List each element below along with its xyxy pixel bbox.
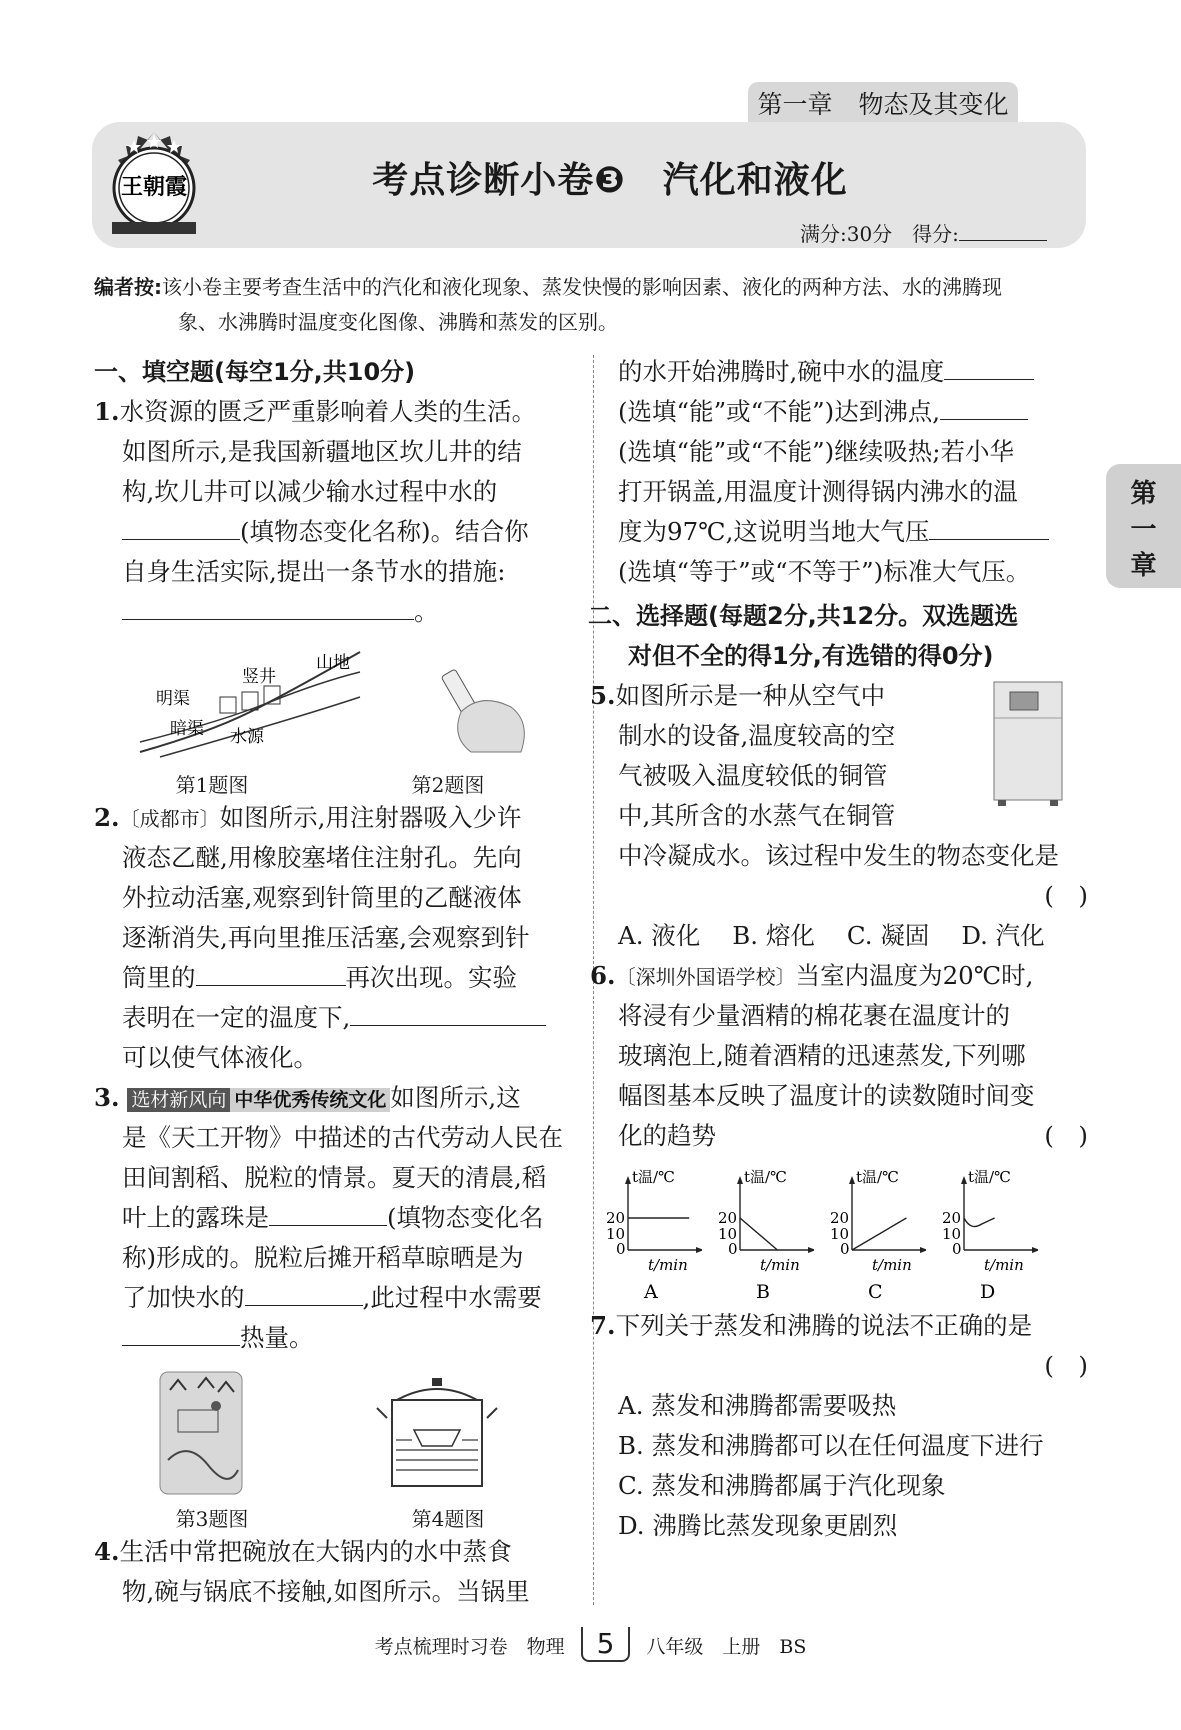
temperature-curve bbox=[964, 1218, 995, 1227]
chapter-title: 物态及其变化 bbox=[858, 90, 1009, 119]
score-label: 满分:30分 得分: bbox=[800, 222, 959, 246]
y-axis-label: t温/℃ bbox=[632, 1168, 675, 1186]
q2-line: 外拉动活塞,观察到针筒里的乙醚液体 bbox=[122, 883, 522, 912]
q2-line: 筒里的 bbox=[122, 963, 196, 992]
steamer-pot-icon bbox=[372, 1370, 502, 1496]
temperature-curve bbox=[740, 1218, 777, 1250]
svg-text:山地: 山地 bbox=[315, 653, 350, 673]
q6-graph-b bbox=[710, 1162, 814, 1302]
x-axis-arrow-icon bbox=[808, 1247, 814, 1253]
q2-line: 逐渐消失,再向里推压活塞,会观察到针 bbox=[122, 923, 530, 952]
graph-option-letter: B bbox=[756, 1281, 770, 1302]
brand-logo-icon bbox=[104, 130, 204, 238]
y-axis-arrow-icon bbox=[625, 1176, 631, 1184]
q4-line: 打开锅盖,用温度计测得锅内沸水的温 bbox=[618, 477, 1018, 506]
chapter-side-tab bbox=[1106, 464, 1181, 588]
q3-line: 热量。 bbox=[240, 1323, 314, 1352]
karez-diagram-icon bbox=[120, 642, 370, 762]
section-2-subtitle: 对但不全的得1分,有选错的得0分) bbox=[628, 642, 994, 670]
tick-label-20: 20 bbox=[718, 1209, 738, 1227]
footer-right: 八年级 上册 BS bbox=[646, 1636, 807, 1658]
q1-line: 水资源的匮乏严重影响着人类的生活。 bbox=[119, 397, 537, 426]
svg-text:明渠: 明渠 bbox=[155, 689, 190, 709]
q1-q2-captions bbox=[94, 762, 566, 798]
y-axis-label: t温/℃ bbox=[856, 1168, 899, 1186]
q6-line: 幅图基本反映了温度计的读数随时间变 bbox=[618, 1081, 1035, 1110]
water-maker-machine-icon bbox=[988, 678, 1068, 808]
tick-label-10: 10 bbox=[942, 1225, 962, 1243]
y-axis-label: t温/℃ bbox=[744, 1168, 787, 1186]
note-line-2: 象、水沸腾时温度变化图像、沸腾和蒸发的区别。 bbox=[178, 310, 618, 334]
q5-number: 5. bbox=[590, 681, 616, 710]
section-1-title: 一、填空题(每空1分,共10分) bbox=[94, 358, 416, 386]
q3-line: (填物态变化名 bbox=[387, 1203, 544, 1232]
right-column bbox=[588, 352, 1088, 1546]
q6-line: 化的趋势 bbox=[618, 1121, 716, 1150]
footer-left: 考点梳理时习卷 物理 bbox=[374, 1636, 565, 1658]
q3-blank-3[interactable] bbox=[122, 1345, 240, 1346]
q3-q4-figures bbox=[94, 1366, 566, 1496]
q3-number: 3. bbox=[94, 1083, 120, 1112]
q3-line: 了加快水的 bbox=[122, 1283, 245, 1312]
tick-label-10: 10 bbox=[830, 1225, 850, 1243]
q6-graph-c bbox=[822, 1162, 926, 1302]
q2-line: 可以使气体液化。 bbox=[122, 1043, 318, 1072]
side-tab-char: 一 bbox=[1130, 515, 1157, 545]
q6-line: 玻璃泡上,随着酒精的迅速蒸发,下列哪 bbox=[618, 1041, 1026, 1070]
q2-line: 再次出现。实验 bbox=[345, 963, 517, 992]
q5-line: 中冷凝成水。该过程中发生的物态变化是 bbox=[618, 841, 1059, 870]
q3-line: 叶上的露珠是 bbox=[122, 1203, 269, 1232]
graph-option-letter: D bbox=[980, 1281, 996, 1302]
q7-option-d[interactable]: D. 沸腾比蒸发现象更剧烈 bbox=[618, 1511, 898, 1540]
svg-text:竖井: 竖井 bbox=[241, 667, 276, 687]
q5-options bbox=[618, 916, 1088, 956]
y-axis-label: t温/℃ bbox=[968, 1168, 1011, 1186]
q5-line: 中,其所含的水蒸气在铜管 bbox=[618, 801, 896, 830]
q3-line: 称)形成的。脱粒后摊开稻草晾晒是为 bbox=[122, 1243, 524, 1272]
q3-blank-1[interactable] bbox=[269, 1225, 387, 1226]
score-line bbox=[800, 218, 1047, 247]
x-axis-label: t/min bbox=[760, 1256, 800, 1274]
q4-blank-3[interactable] bbox=[929, 539, 1049, 540]
q3-tag-new-trend: 选材新风向 bbox=[127, 1088, 230, 1112]
q2-line: 表明在一定的温度下, bbox=[122, 1003, 351, 1032]
x-axis-label: t/min bbox=[648, 1256, 688, 1274]
q5-line: 如图所示是一种从空气中 bbox=[615, 681, 886, 710]
x-axis-arrow-icon bbox=[920, 1247, 926, 1253]
score-blank[interactable] bbox=[959, 240, 1047, 241]
figure-3-caption: 第3题图 bbox=[175, 1507, 249, 1531]
svg-text:水源: 水源 bbox=[229, 727, 264, 747]
origin-label: 0 bbox=[840, 1240, 850, 1258]
page-footer bbox=[0, 1627, 1181, 1660]
q3-line: ,此过程中水需要 bbox=[362, 1283, 542, 1312]
tick-label-20: 20 bbox=[606, 1209, 626, 1227]
q7-line: 下列关于蒸发和沸腾的说法不正确的是 bbox=[615, 1311, 1033, 1340]
q3-line: 是《天工开物》中描述的古代劳动人民在 bbox=[122, 1123, 563, 1152]
x-axis-arrow-icon bbox=[1032, 1247, 1038, 1253]
svg-text:王朝霞: 王朝霞 bbox=[120, 174, 188, 200]
left-column bbox=[94, 352, 566, 1612]
editor-note bbox=[94, 270, 1088, 340]
q2-line: 如图所示,用注射器吸入少许 bbox=[219, 803, 522, 832]
q4-line: (选填“等于”或“不等于”)标准大气压。 bbox=[618, 557, 1031, 586]
origin-label: 0 bbox=[616, 1240, 626, 1258]
page-title: 考点诊断小卷❸ 汽化和液化 bbox=[372, 160, 848, 201]
ancient-painting-icon bbox=[158, 1370, 244, 1496]
q4-line: (选填“能”或“不能”)继续吸热;若小华 bbox=[618, 437, 1014, 466]
q6-answer-paren[interactable]: ( ) bbox=[1044, 1121, 1088, 1150]
tick-label-20: 20 bbox=[942, 1209, 962, 1227]
q1-number: 1. bbox=[94, 397, 120, 426]
syringe-hand-icon bbox=[421, 652, 541, 762]
q2-blank-1[interactable] bbox=[196, 985, 346, 986]
q2-blank-2[interactable] bbox=[350, 1025, 546, 1026]
figure-2-caption: 第2题图 bbox=[411, 773, 485, 797]
q6-line: 当室内温度为20℃时, bbox=[795, 961, 1034, 990]
q6-line: 将浸有少量酒精的棉花裹在温度计的 bbox=[618, 1001, 1010, 1030]
q1-line: (填物态变化名称)。结合你 bbox=[240, 517, 529, 546]
q3-q4-captions bbox=[94, 1496, 566, 1532]
chapter-label: 第一章 bbox=[757, 90, 833, 119]
q6-number: 6. bbox=[590, 961, 616, 990]
tick-label-10: 10 bbox=[606, 1225, 626, 1243]
y-axis-arrow-icon bbox=[849, 1176, 855, 1184]
q1-q2-figures bbox=[94, 642, 566, 762]
q3-tag-culture: 中华优秀传统文化 bbox=[230, 1088, 390, 1112]
q2-line: 液态乙醚,用橡胶塞堵住注射孔。先向 bbox=[122, 843, 522, 872]
q7-option-b[interactable]: B. 蒸发和沸腾都可以在任何温度下进行 bbox=[618, 1431, 1044, 1460]
side-tab-char: 第 bbox=[1130, 479, 1157, 509]
q5-answer-paren[interactable]: ( ) bbox=[1044, 881, 1088, 910]
x-axis-label: t/min bbox=[984, 1256, 1024, 1274]
q3-line: 田间割稻、脱粒的情景。夏天的清晨,稻 bbox=[122, 1163, 547, 1192]
side-tab-char: 章 bbox=[1130, 551, 1157, 581]
q5-option-a[interactable]: A. 液化 bbox=[618, 921, 701, 950]
q4-line: 生活中常把碗放在大锅内的水中蒸食 bbox=[119, 1537, 512, 1566]
tick-label-10: 10 bbox=[718, 1225, 738, 1243]
tick-label-20: 20 bbox=[830, 1209, 850, 1227]
q2-number: 2. bbox=[94, 803, 120, 832]
q4-line: 的水开始沸腾时,碗中水的温度 bbox=[618, 357, 945, 386]
q7-option-c[interactable]: C. 蒸发和沸腾都属于汽化现象 bbox=[618, 1471, 946, 1500]
origin-label: 0 bbox=[952, 1240, 962, 1258]
page-number: 5 bbox=[581, 1627, 631, 1662]
q3-line: 如图所示,这 bbox=[390, 1083, 521, 1112]
q4-line: (选填“能”或“不能”)达到沸点, bbox=[618, 397, 941, 426]
figure-1-caption: 第1题图 bbox=[175, 773, 249, 797]
origin-label: 0 bbox=[728, 1240, 738, 1258]
note-label: 编者按: bbox=[94, 275, 162, 299]
x-axis-label: t/min bbox=[872, 1256, 912, 1274]
note-line-1: 该小卷主要考查生活中的汽化和液化现象、蒸发快慢的影响因素、液化的两种方法、水的沸腾现 bbox=[162, 275, 1002, 299]
section-2-title: 二、选择题(每题2分,共12分。双选题选 bbox=[588, 602, 1019, 630]
graph-option-letter: C bbox=[868, 1281, 883, 1302]
q6-graph-a bbox=[598, 1162, 702, 1302]
chapter-tab bbox=[748, 82, 1018, 124]
q5-option-d[interactable]: D. 汽化 bbox=[961, 921, 1045, 950]
q1-blank-2[interactable] bbox=[122, 619, 414, 620]
y-axis-arrow-icon bbox=[737, 1176, 743, 1184]
y-axis-arrow-icon bbox=[961, 1176, 967, 1184]
q3-blank-2[interactable] bbox=[245, 1305, 363, 1306]
q6-source: 〔深圳外国语学校〕 bbox=[615, 965, 796, 989]
q4-blank-1[interactable] bbox=[944, 379, 1034, 380]
q5-line: 制水的设备,温度较高的空 bbox=[618, 721, 896, 750]
q4-number: 4. bbox=[94, 1537, 120, 1566]
q6-graph-d bbox=[934, 1162, 1038, 1302]
q1-line: 构,坎儿井可以减少输水过程中水的 bbox=[122, 477, 498, 506]
q4-blank-2[interactable] bbox=[940, 419, 1028, 420]
q1-line: 如图所示,是我国新疆地区坎儿井的结 bbox=[122, 437, 522, 466]
q1-line: 自身生活实际,提出一条节水的措施: bbox=[122, 557, 506, 586]
q4-line: 物,碗与锅底不接触,如图所示。当锅里 bbox=[122, 1577, 530, 1606]
q2-source: 〔成都市〕 bbox=[119, 807, 220, 831]
q1-blank-1[interactable] bbox=[122, 539, 240, 540]
graph-option-letter: A bbox=[644, 1281, 658, 1302]
q7-option-a[interactable]: A. 蒸发和沸腾都需要吸热 bbox=[618, 1391, 897, 1420]
q5-line: 气被吸入温度较低的铜管 bbox=[618, 761, 888, 790]
q7-answer-paren[interactable]: ( ) bbox=[1044, 1351, 1088, 1380]
temperature-curve bbox=[852, 1218, 906, 1250]
q5-option-c[interactable]: C. 凝固 bbox=[846, 921, 930, 950]
q4-line: 度为97℃,这说明当地大气压 bbox=[618, 517, 930, 546]
q7-number: 7. bbox=[590, 1311, 616, 1340]
q6-graphs bbox=[598, 1162, 1038, 1302]
q5-option-b[interactable]: B. 熔化 bbox=[732, 921, 815, 950]
q1-period: 。 bbox=[414, 597, 439, 626]
q5-block bbox=[590, 676, 1088, 956]
figure-4-caption: 第4题图 bbox=[411, 1507, 485, 1531]
svg-text:暗渠: 暗渠 bbox=[169, 719, 204, 739]
x-axis-arrow-icon bbox=[696, 1247, 702, 1253]
